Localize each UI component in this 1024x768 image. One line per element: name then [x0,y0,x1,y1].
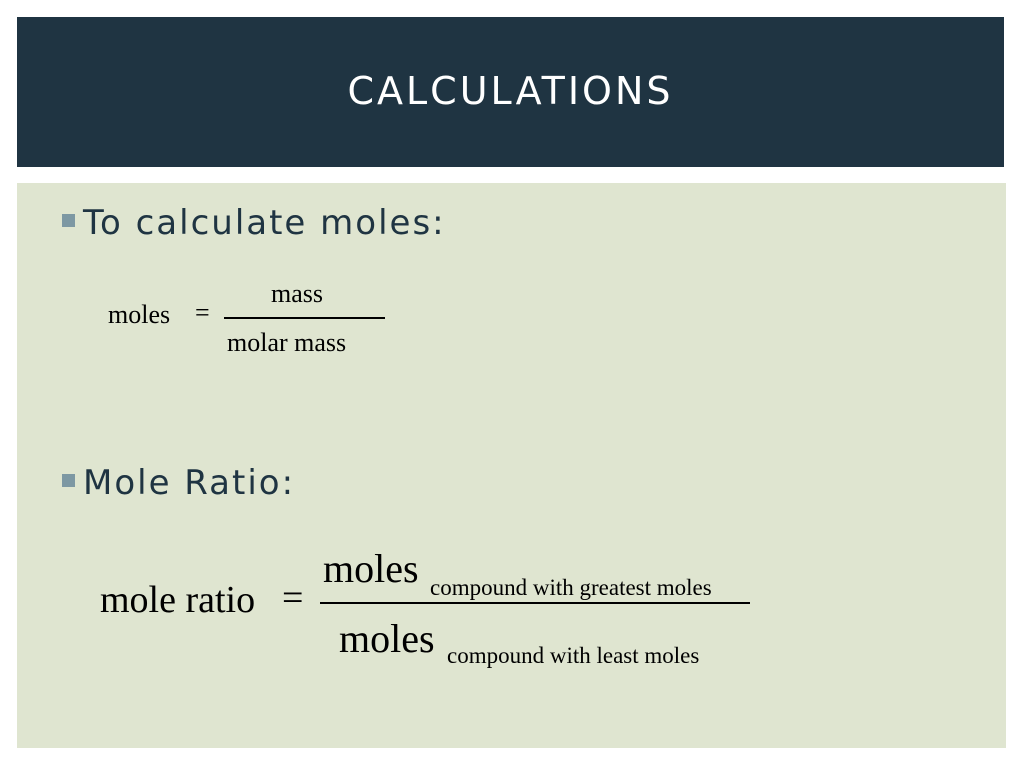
formula-denominator: moles [339,616,435,661]
slide-title-bar [17,17,1004,167]
formula-denominator: molar mass [227,328,347,357]
bullet-label: Mole Ratio: [83,463,296,503]
formula-equals: = [195,298,210,327]
bullet-label: To calculate moles: [83,203,446,243]
content-panel [17,183,1006,748]
formula-lhs: moles [108,300,171,329]
formula-lhs: mole ratio [100,579,256,621]
formula-denominator-subscript: compound with least moles [447,643,700,668]
formula-numerator-subscript: compound with greatest moles [430,575,712,600]
mole-ratio-formula [17,183,1006,748]
formula-numerator: moles [323,546,419,591]
formula-numerator: mass [271,279,323,308]
slide-title: CALCULATIONS [347,69,674,113]
fraction-bar [320,602,750,604]
formula-equals: = [282,577,304,619]
